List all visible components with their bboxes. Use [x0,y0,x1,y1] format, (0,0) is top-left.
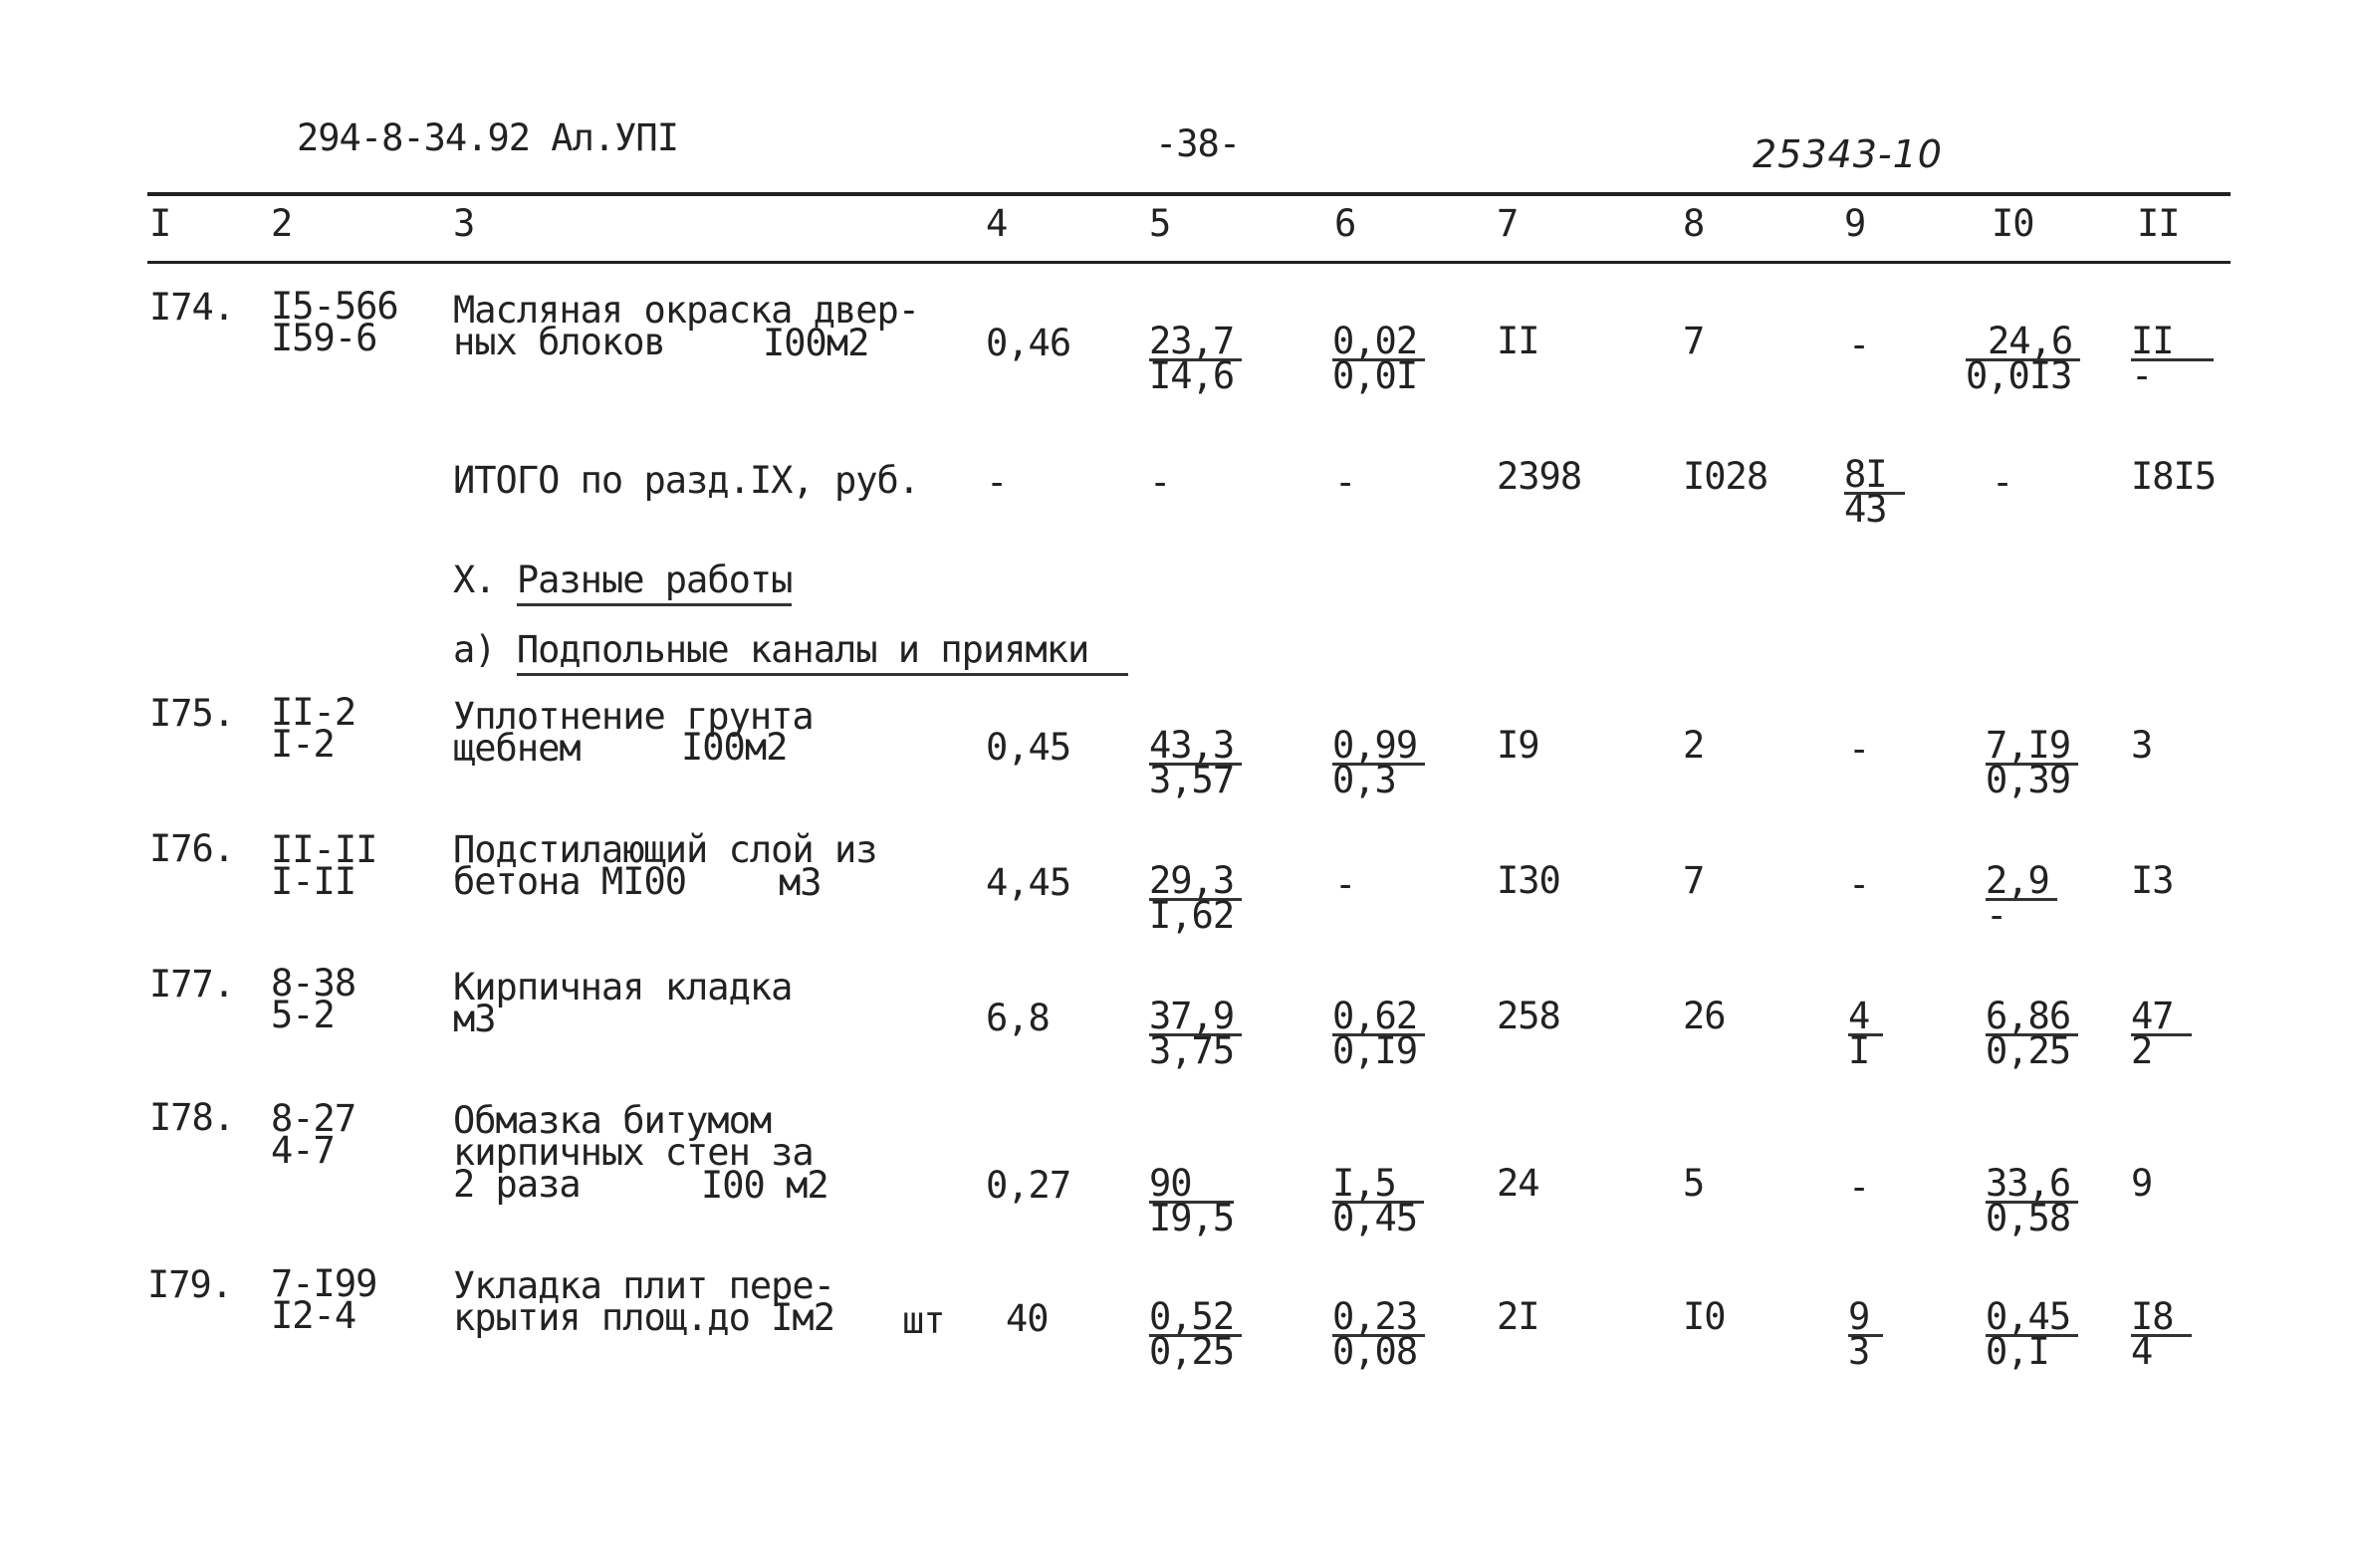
cell-c4: 40 [1006,1297,1049,1340]
cell-c9: - [1848,728,1870,771]
cell-c10: 2,9 - [1986,864,2057,931]
cell-c4: 0,27 [986,1164,1071,1207]
cell-c6: $\frac{0,62}{0,I9}$ [1332,1000,1425,1066]
col-header-9: 9 [1844,202,1866,245]
col-header-7: 7 [1497,202,1519,245]
cell-c5: $\frac{37,9}{3,75}$ [1149,1000,1242,1066]
section-heading: X. Разные работы [453,563,792,596]
cell-c8: 5 [1683,1162,1705,1205]
cell-c7: II [1497,320,1539,362]
header-bottom-rule [147,261,2231,264]
cell-c7: 258 [1497,995,1560,1037]
cell-c7: I30 [1497,859,1560,902]
cell-c6: $\frac{0,02}{0,0I}$ [1332,325,1425,391]
cell-c11: $\frac{I8}{4}$ [2131,1300,2192,1367]
unit: I00м2 [763,322,869,364]
unit: шт [902,1299,945,1342]
cell-c8: 7 [1683,859,1705,902]
cell-c5: $\frac{90}{I9,5}$ [1149,1162,1235,1239]
col-header-3: 3 [453,202,475,245]
cell-c10: $\frac{33,6}{0,58}$ [1986,1167,2078,1233]
row-number: I75. [149,692,235,735]
cell-c6: $\frac{0,99}{0,3}$ [1332,729,1425,795]
cell-c11: $\frac{47}{2}$ [2131,1000,2192,1066]
row-number: I74. [149,286,235,329]
work-description: Обмазка битумом кирпичных стен за 2 раза [453,1099,814,1206]
document-code: 294-8-34.92 Ал.УПI [297,116,678,159]
inventory-number: 25343-10 [1753,132,1943,176]
cell-c4: - [986,461,1008,504]
subsection-heading: а) Подпольные каналы и приямки [453,633,1128,666]
norm-code: II-II I-II [271,828,377,903]
cell-c8: I028 [1683,455,1768,498]
cell-c9: - [1848,863,1870,906]
cell-c11: 3 [2131,724,2153,767]
cell-c4: 0,45 [986,726,1071,769]
col-header-6: 6 [1334,202,1356,245]
norm-code: 7-I99 I2-4 [271,1262,377,1337]
norm-code: 8-38 5-2 [271,962,356,1036]
cell-c5: $\frac{0,52}{0,25}$ [1149,1300,1242,1367]
row-number: I76. [149,827,235,870]
cell-c7: 2I [1497,1295,1539,1338]
cell-c10: $\frac{0,45}{0,I}$ [1986,1300,2078,1367]
cell-c7: I9 [1497,724,1539,767]
row-number: I77. [149,963,235,1006]
norm-code: 8-27 4-7 [271,1097,356,1172]
work-description: Масляная окраска двер- ных блоков [453,289,920,363]
cell-c4: 0,46 [986,322,1071,364]
cell-c6: - [1334,863,1356,906]
header-top-rule [147,192,2231,196]
cell-c6: $\frac{0,23}{0,08}$ [1332,1300,1425,1367]
cell-c6: - [1334,461,1356,504]
cell-c8: 7 [1683,320,1705,362]
cell-c4: 4,45 [986,861,1071,904]
cell-c7: 24 [1497,1162,1539,1205]
unit: м3 [779,861,822,904]
unit: I00м2 [681,726,788,769]
cell-c10: $\frac{6,86}{0,25}$ [1986,1000,2078,1066]
col-header-11: II [2137,202,2180,245]
col-header-5: 5 [1149,202,1171,245]
work-description: Укладка плит пере- крытия площ.до Iм2 [453,1264,834,1339]
cell-c5: - [1149,461,1171,504]
cell-c5: $\frac{43,3}{3,57}$ [1149,729,1242,795]
cell-c9: - [1848,1166,1870,1209]
col-header-10: I0 [1992,202,2034,245]
total-label: ИТОГО по разд.IX, руб. [453,459,920,502]
cell-c5: $\frac{29,3}{I,62}$ [1149,864,1242,931]
row-number: I79. [147,1263,233,1306]
cell-c9: $\frac{9}{3}$ [1848,1300,1883,1367]
cell-c4: 6,8 [986,997,1050,1039]
cell-c11: 9 [2131,1162,2153,1205]
row-number: I78. [149,1096,235,1139]
cell-c9: $\frac{4}{I}$ [1848,1000,1883,1066]
cell-c10: $\frac{24,6}{0,0I3}$ [1966,325,2080,391]
cell-c11: I3 [2131,859,2174,902]
page-number: -38- [1155,122,1241,165]
col-header-8: 8 [1683,202,1705,245]
cell-c8: I0 [1683,1295,1726,1338]
cell-c6: $\frac{I,5}{0,45}$ [1332,1167,1424,1233]
norm-code: I5-566 I59-6 [271,285,398,359]
cell-c10: - [1992,461,2013,504]
cell-c11: I8I5 [2131,455,2217,498]
cell-c8: 2 [1683,724,1705,767]
col-header-1: I [149,202,171,245]
cell-c9: - [1848,324,1870,366]
cell-c5: $\frac{23,7}{I4,6}$ [1149,325,1242,391]
cell-c7: 2398 [1497,455,1582,498]
unit: I00 м2 [701,1164,828,1207]
work-description: Кирпичная кладка м3 [453,966,793,1040]
cell-c10: $\frac{7,I9}{0,39}$ [1986,729,2078,795]
cell-c11: II - [2131,325,2214,391]
cell-c9: $\frac{8I}{43}$ [1844,458,1905,525]
col-header-4: 4 [986,202,1008,245]
work-description: Подстилающий слой из бетона МI00 [453,828,877,903]
cell-c8: 26 [1683,995,1726,1037]
col-header-2: 2 [271,202,293,245]
norm-code: II-2 I-2 [271,691,356,766]
work-description: Уплотнение грунта щебнем [453,695,814,770]
